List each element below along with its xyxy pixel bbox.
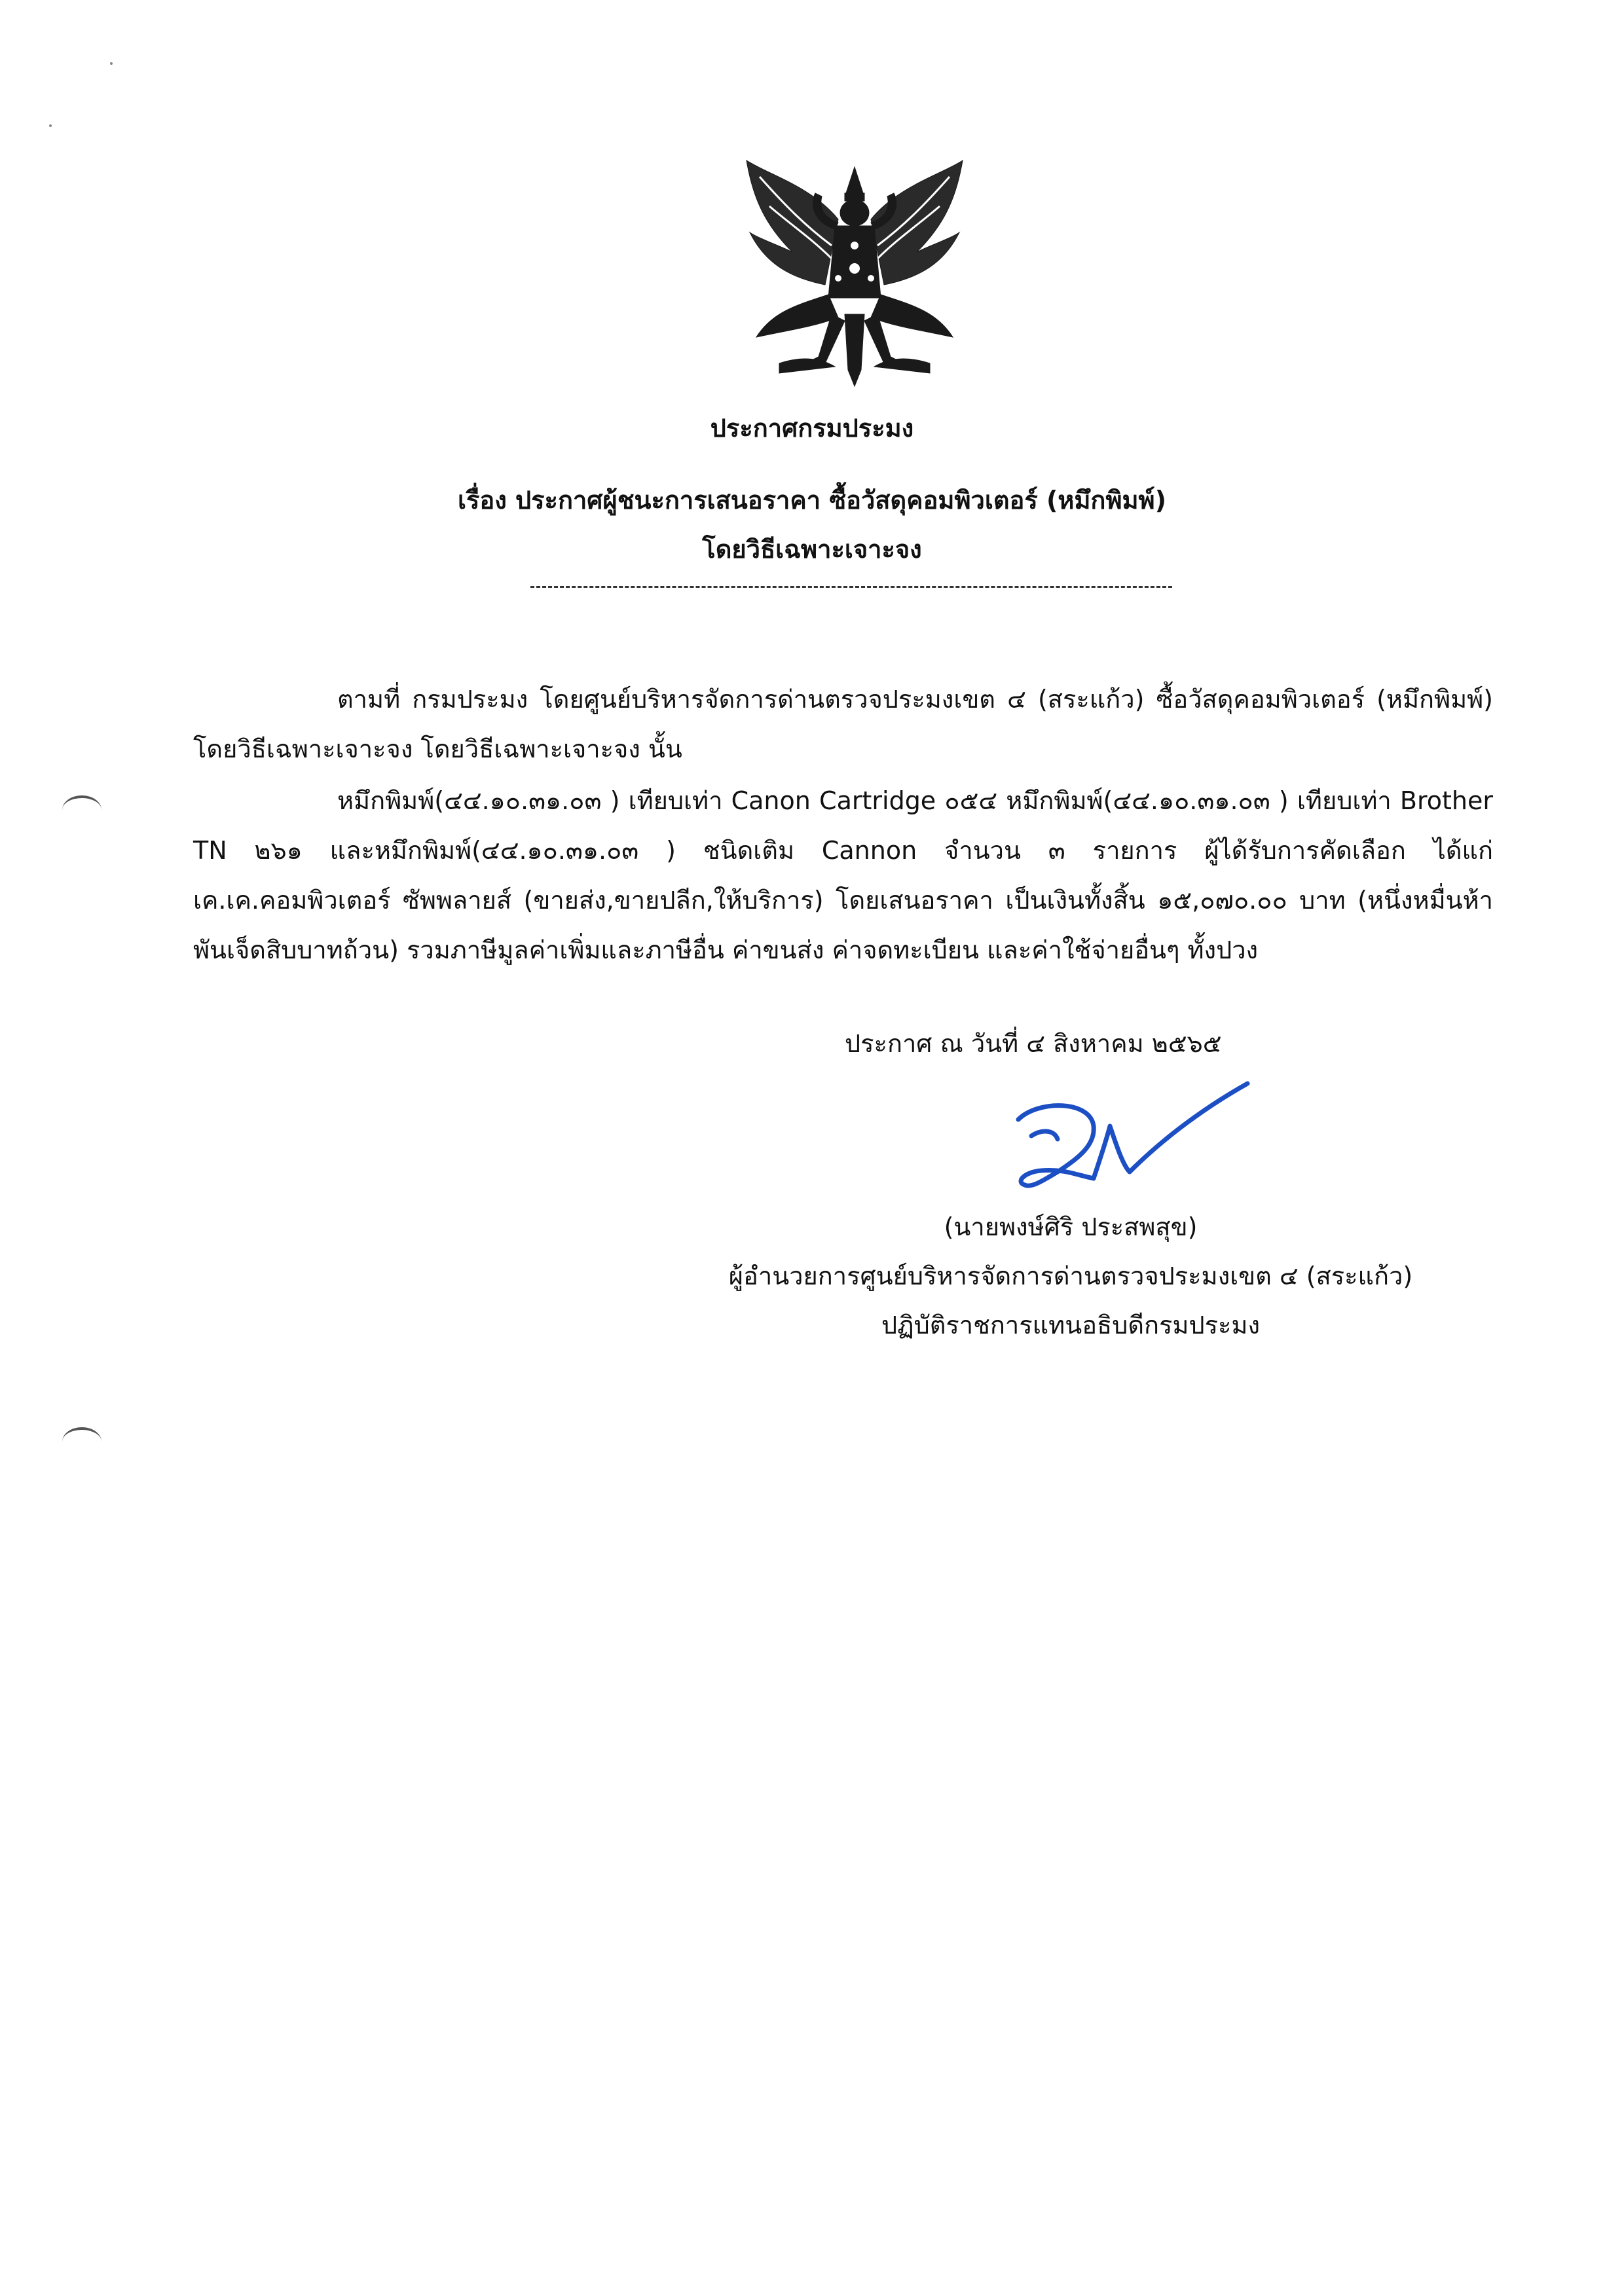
body-paragraph-1: ตามที่ กรมประมง โดยศูนย์บริหารจัดการด่านตรวจประมงเขต ๔ (สระแก้ว) ซื้อวัสดุคอมพิวเตอร์ (หมึกพิมพ์) โดยวิธีเฉพาะเจาะจง โดยวิธีเฉพาะเจาะจง นั้น (193, 685, 1493, 763)
punch-hole-mark (62, 795, 101, 824)
garuda-emblem (740, 147, 969, 390)
signatory-acting: ปฏิบัติราชการแทนอธิบดีกรมประมง (881, 1311, 1261, 1339)
signature-mark (979, 1074, 1254, 1205)
announcement-date: ประกาศ ณ วันที่ ๔ สิงหาคม ๒๕๖๕ (845, 1029, 1222, 1058)
issuer-heading: ประกาศกรมประมง (710, 414, 914, 443)
punch-hole-mark (62, 1427, 101, 1456)
subject-heading: เรื่อง ประกาศผู้ชนะการเสนอราคา ซื้อวัสดุคอมพิวเตอร์ (หมึกพิมพ์) (458, 486, 1166, 515)
body-paragraph-2: หมึกพิมพ์(๔๔.๑๐.๓๑.๐๓ ) เทียบเท่า Canon Cartridge ๐๕๔ หมึกพิมพ์(๔๔.๑๐.๓๑.๐๓ ) เทียบเท่า Brother TN ๒๖๑ และหมึกพิมพ์(๔๔.๑๐.๓๑.๐๓ ) ชนิดเติม Cannon จำนวน ๓ รายการ ผู้ได้รับการคัดเลือก ได้แก่ เค.เค.คอมพิวเตอร์ ซัพพลายส์ (ขายส่ง,ขายปลีก,ให้บริการ) โดยเสนอราคา เป็นเงินทั้งสิ้น ๑๕,๐๗๐.๐๐ บาท (หนึ่งหมื่นห้าพันเจ็ดสิบบาทถ้วน) รวมภาษีมูลค่าเพิ่มและภาษีอื่น ค่าขนส่ง ค่าจดทะเบียน และค่าใช้จ่ายอื่นๆ ทั้งปวง (193, 786, 1493, 964)
signatory-position: ผู้อำนวยการศูนย์บริหารจัดการด่านตรวจประมงเขต ๔ (สระแก้ว) (728, 1262, 1413, 1290)
scan-speck (110, 62, 113, 65)
method-heading: โดยวิธีเฉพาะเจาะจง (702, 535, 922, 564)
dashed-divider (530, 586, 1172, 588)
scan-speck (49, 124, 52, 127)
signatory-name: (นายพงษ์ศิริ ประสพสุข) (944, 1212, 1198, 1241)
